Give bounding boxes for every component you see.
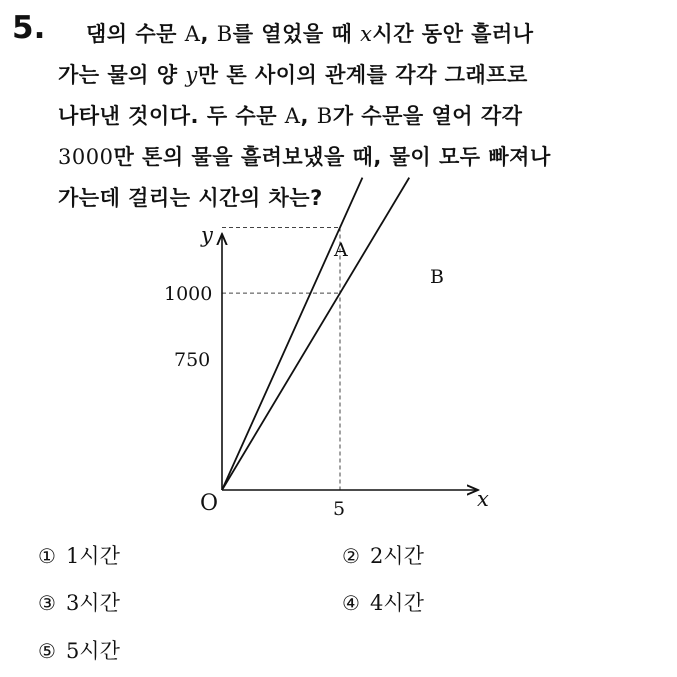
y-tick-label-750: 750: [174, 349, 211, 371]
origin-label: O: [200, 491, 219, 516]
series-line-b: [222, 178, 409, 490]
line-label-b: B: [430, 266, 444, 288]
choice-text: 1시간: [65, 544, 120, 568]
math-symbol: A: [284, 104, 301, 128]
math-symbol: A: [184, 22, 201, 46]
choice-text: 2시간: [369, 544, 424, 568]
x-tick-label: 5: [333, 498, 346, 520]
math-symbol: 3000: [58, 145, 114, 169]
math-variable: y: [185, 63, 198, 87]
question-text: 만 톤 사이의 관계를 각각 그래프로: [197, 63, 528, 87]
choice-mark: ④: [342, 591, 360, 615]
question-text: 가는 물의 양: [58, 63, 186, 87]
choice-mark: ③: [38, 591, 56, 615]
line-label-a: A: [334, 239, 348, 261]
choice-mark: ①: [38, 544, 56, 568]
choice-mark: ⑤: [38, 639, 56, 663]
choice-4[interactable]: [342, 587, 424, 617]
y-tick-label-1000: 1000: [164, 283, 213, 305]
question-number: 5.: [12, 10, 46, 46]
question-text: 가는데 걸리는 시간의 차는?: [58, 186, 323, 210]
choice-text: 3시간: [65, 591, 120, 615]
question-text: 댐의 수문: [86, 22, 185, 46]
math-symbol: B: [216, 22, 233, 46]
question-text: 를 열었을 때: [232, 22, 361, 46]
x-axis-label: x: [477, 487, 489, 511]
question-text: ,: [200, 22, 217, 46]
choice-mark: ②: [342, 544, 360, 568]
question-text: 나타낸 것이다. 두 수문: [58, 104, 285, 128]
math-variable: x: [360, 22, 373, 46]
series-line-a: [222, 178, 362, 490]
math-symbol: B: [316, 104, 333, 128]
y-axis-label: y: [201, 223, 213, 247]
question-text: 만 톤의 물을 흘려보냈을 때, 물이 모두 빠져나: [113, 145, 551, 169]
choice-5[interactable]: [38, 635, 120, 665]
choice-3[interactable]: [38, 587, 120, 617]
choice-2[interactable]: [342, 540, 424, 570]
choice-text: 5시간: [65, 639, 120, 663]
question-text: 가 수문을 열어 각각: [332, 104, 523, 128]
choice-text: 4시간: [369, 591, 424, 615]
question-text: ,: [300, 104, 317, 128]
choice-1[interactable]: [38, 540, 120, 570]
question-text: 시간 동안 흘러나: [372, 22, 534, 46]
